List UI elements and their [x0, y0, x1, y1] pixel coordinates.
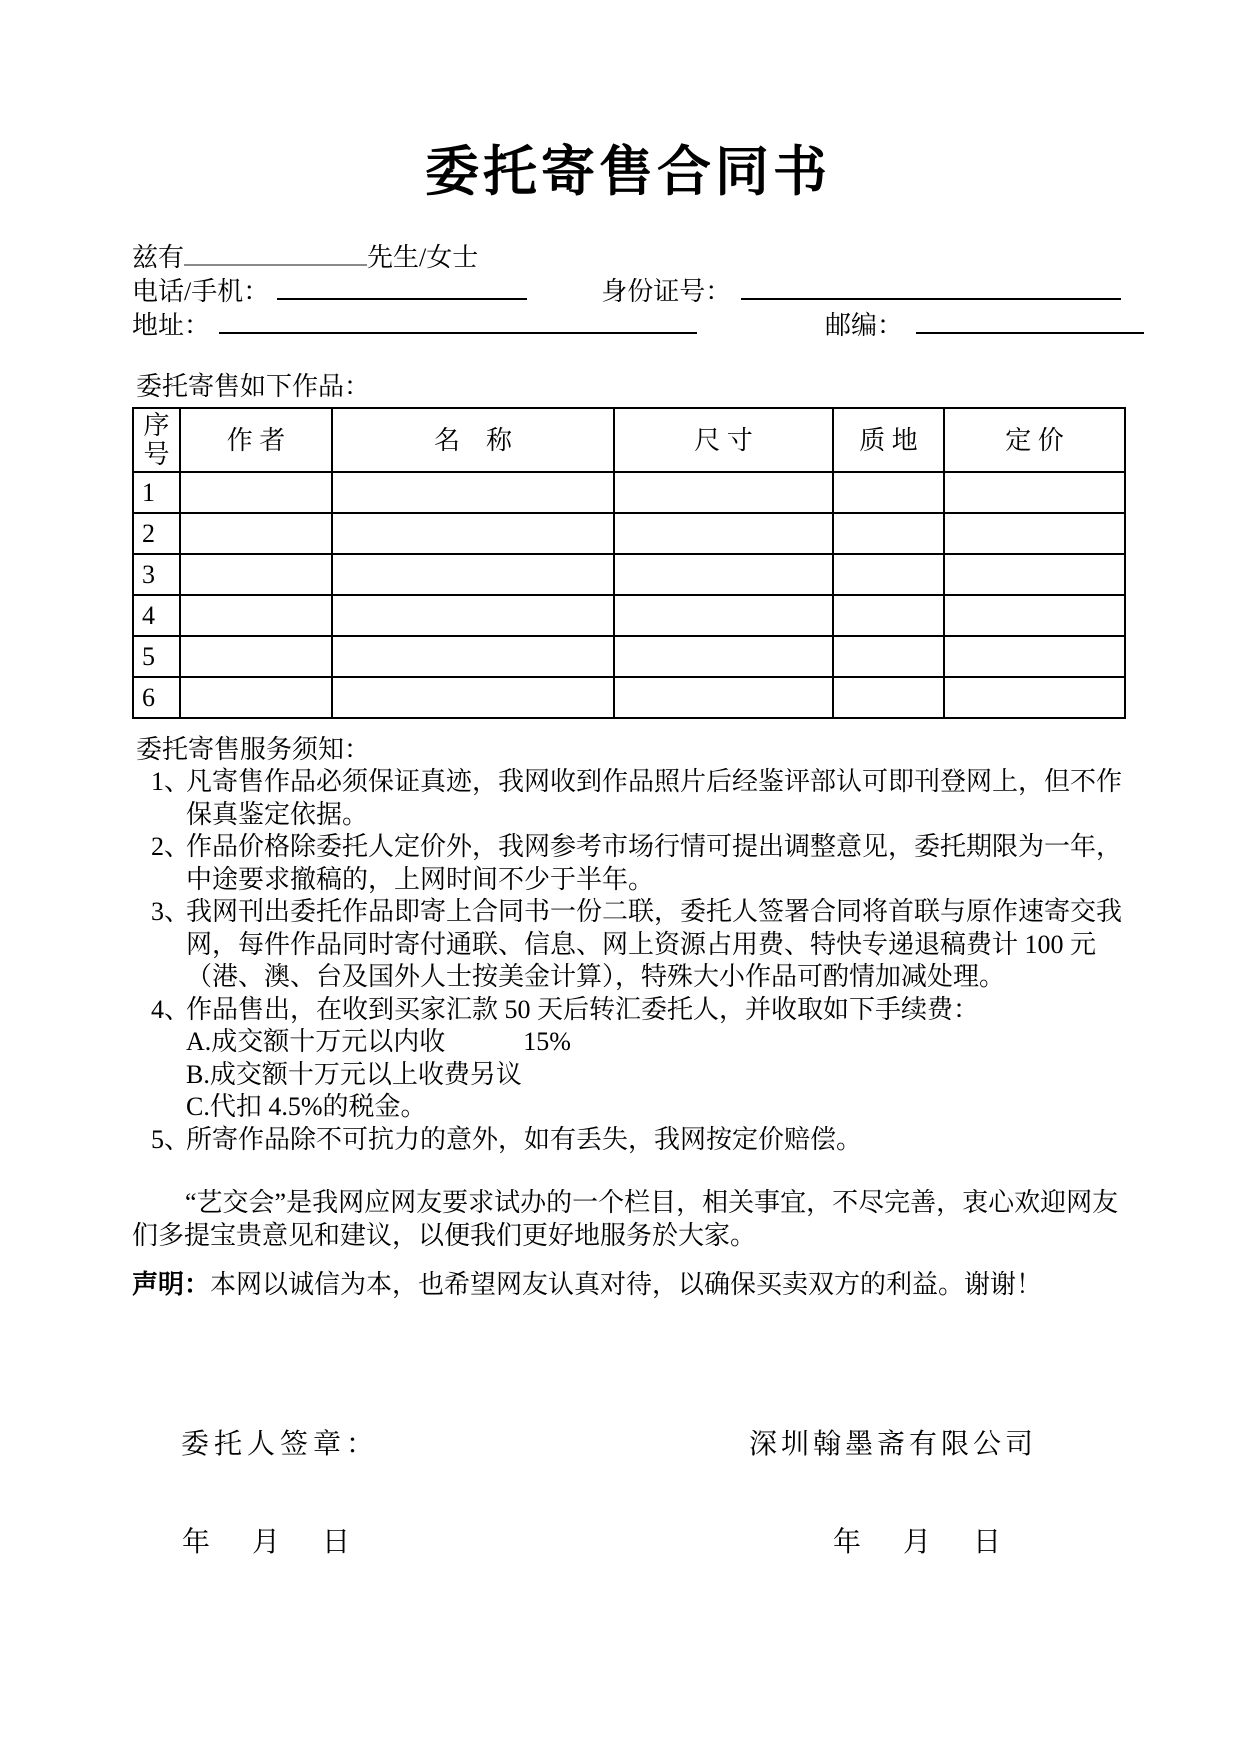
- note-text-line: B.成交额十万元以上收费另议: [186, 1059, 522, 1089]
- note-item: [151, 1124, 1124, 1157]
- declaration-line: [132, 1268, 1124, 1301]
- empty-cell: [944, 595, 1125, 636]
- note-text-line: 凡寄售作品必须保证真迹，我网收到作品照片后经鉴评部认可即刊登网上，但不作: [186, 767, 1123, 796]
- closing-paragraph-line: 们多提宝贵意见和建议，以便我们更好地服务於大家。: [132, 1221, 757, 1250]
- empty-cell: [614, 636, 833, 677]
- empty-cell: [833, 677, 944, 718]
- name-line-prefix: 兹有: [132, 243, 185, 272]
- document-content: [0, 142, 1240, 1301]
- consignor-date-blank: 年 月 日: [182, 1527, 358, 1558]
- works-section-heading: 委托寄售如下作品：: [136, 372, 371, 401]
- note-text-line: 中途要求撤稿的，上网时间不少于半年。: [186, 864, 655, 894]
- name-line: [132, 238, 1124, 272]
- empty-cell: [332, 472, 614, 513]
- empty-cell: [944, 472, 1125, 513]
- note-item-number: 4、: [151, 994, 191, 1024]
- empty-cell: [332, 595, 614, 636]
- empty-cell: [833, 595, 944, 636]
- empty-cell: [180, 513, 332, 554]
- notes-section-heading: 委托寄售服务须知：: [136, 735, 371, 764]
- empty-cell: [614, 595, 833, 636]
- note-text-line: A.成交额十万元以内收 15%: [186, 1027, 571, 1056]
- table-row: [133, 677, 1125, 718]
- signature-row: [132, 1422, 1240, 1462]
- company-name: 深圳翰墨斋有限公司: [749, 1429, 1038, 1460]
- table-row: [133, 472, 1125, 513]
- row-number-cell: 5: [133, 636, 180, 677]
- column-header: 尺 寸: [614, 408, 833, 472]
- table-row: [133, 636, 1125, 677]
- name-blank: [184, 238, 367, 266]
- note-item-text: [186, 896, 1122, 994]
- postcode-label: 邮编：: [825, 311, 904, 340]
- address-blank: [219, 306, 697, 334]
- note-text-line: 保真鉴定依据。: [186, 799, 369, 829]
- table-row: [133, 513, 1125, 554]
- notes-list: [132, 766, 1124, 1156]
- works-table: [132, 407, 1126, 719]
- row-number-cell: 2: [133, 513, 180, 554]
- note-item-text: [186, 766, 1122, 831]
- note-item-number: 5、: [151, 1124, 191, 1154]
- document-title: 委托寄售合同书: [425, 142, 831, 202]
- table-row: [133, 595, 1125, 636]
- closing-paragraph: [132, 1186, 1124, 1252]
- empty-cell: [944, 554, 1125, 595]
- table-row: [133, 554, 1125, 595]
- empty-cell: [944, 636, 1125, 677]
- note-text-line: 作品售出，在收到买家汇款 50 天后转汇委托人，并收取如下手续费：: [186, 994, 980, 1024]
- row-number-cell: 3: [133, 554, 180, 595]
- address-line: [132, 306, 1124, 340]
- empty-cell: [833, 513, 944, 554]
- note-item-number: 2、: [151, 832, 191, 861]
- phone-label: 电话/手机：: [132, 277, 270, 306]
- empty-cell: [180, 636, 332, 677]
- note-text-line: （港、澳、台及国外人士按美金计算），特殊大小作品可酌情加减处理。: [186, 962, 1006, 991]
- column-header: 质 地: [833, 408, 944, 472]
- address-label: 地址：: [132, 311, 211, 340]
- note-item: [151, 766, 1124, 831]
- empty-cell: [332, 636, 614, 677]
- date-row: [132, 1520, 1240, 1560]
- note-item-text: [186, 831, 1122, 896]
- note-text-line: 所寄作品除不可抗力的意外，如有丢失，我网按定价赔偿。: [186, 1124, 863, 1154]
- empty-cell: [332, 513, 614, 554]
- note-text-line: 网，每件作品同时寄付通联、信息、网上资源占用费、特快专递退稿费计 100 元: [186, 929, 1097, 959]
- empty-cell: [180, 677, 332, 718]
- declaration-text: 本网以诚信为本，也希望网友认真对待，以确保买卖双方的利益。谢谢！: [210, 1270, 1043, 1299]
- declaration-label: 声明：: [132, 1270, 211, 1299]
- closing-paragraph-line: “艺交会”是我网应网友要求试办的一个栏目，相关事宜，不尽完善，衷心欢迎网友: [185, 1188, 1119, 1217]
- name-line-suffix: 先生/女士: [367, 243, 479, 272]
- note-text-line: 作品价格除委托人定价外，我网参考市场行情可提出调整意见，委托期限为一年，: [186, 832, 1123, 861]
- note-item-text: [186, 994, 979, 1124]
- note-text-line: 我网刊出委托作品即寄上合同书一份二联，委托人签署合同将首联与原作速寄交我: [186, 897, 1123, 926]
- id-number-label: 身份证号：: [601, 277, 732, 306]
- note-item: [151, 831, 1124, 896]
- empty-cell: [614, 513, 833, 554]
- postcode-blank: [916, 306, 1144, 334]
- empty-cell: [614, 677, 833, 718]
- party-info-section: [132, 238, 1124, 340]
- empty-cell: [944, 677, 1125, 718]
- empty-cell: [833, 554, 944, 595]
- consignor-signature-label: 委托人签章：: [181, 1429, 380, 1460]
- row-number-cell: 1: [133, 472, 180, 513]
- company-date-blank: 年 月 日: [833, 1527, 1009, 1558]
- phone-id-line: [132, 272, 1124, 306]
- empty-cell: [332, 554, 614, 595]
- empty-cell: [180, 554, 332, 595]
- empty-cell: [332, 677, 614, 718]
- column-header: 作 者: [180, 408, 332, 472]
- phone-blank: [277, 272, 527, 300]
- note-text-line: C.代扣 4.5%的税金。: [186, 1092, 427, 1121]
- row-number-cell: 4: [133, 595, 180, 636]
- note-item-number: 1、: [151, 767, 191, 796]
- row-number-cell: 6: [133, 677, 180, 718]
- note-item-text: [186, 1124, 862, 1157]
- id-number-blank: [741, 272, 1121, 300]
- empty-cell: [833, 472, 944, 513]
- empty-cell: [180, 472, 332, 513]
- column-header: 定 价: [944, 408, 1125, 472]
- note-item-number: 3、: [151, 897, 191, 926]
- note-item: [151, 896, 1124, 994]
- works-table-header-row: [133, 408, 1125, 472]
- empty-cell: [180, 595, 332, 636]
- column-header: 序号: [133, 408, 180, 472]
- column-header: 名 称: [332, 408, 614, 472]
- empty-cell: [944, 513, 1125, 554]
- empty-cell: [614, 554, 833, 595]
- empty-cell: [833, 636, 944, 677]
- note-item: [151, 994, 1124, 1124]
- empty-cell: [614, 472, 833, 513]
